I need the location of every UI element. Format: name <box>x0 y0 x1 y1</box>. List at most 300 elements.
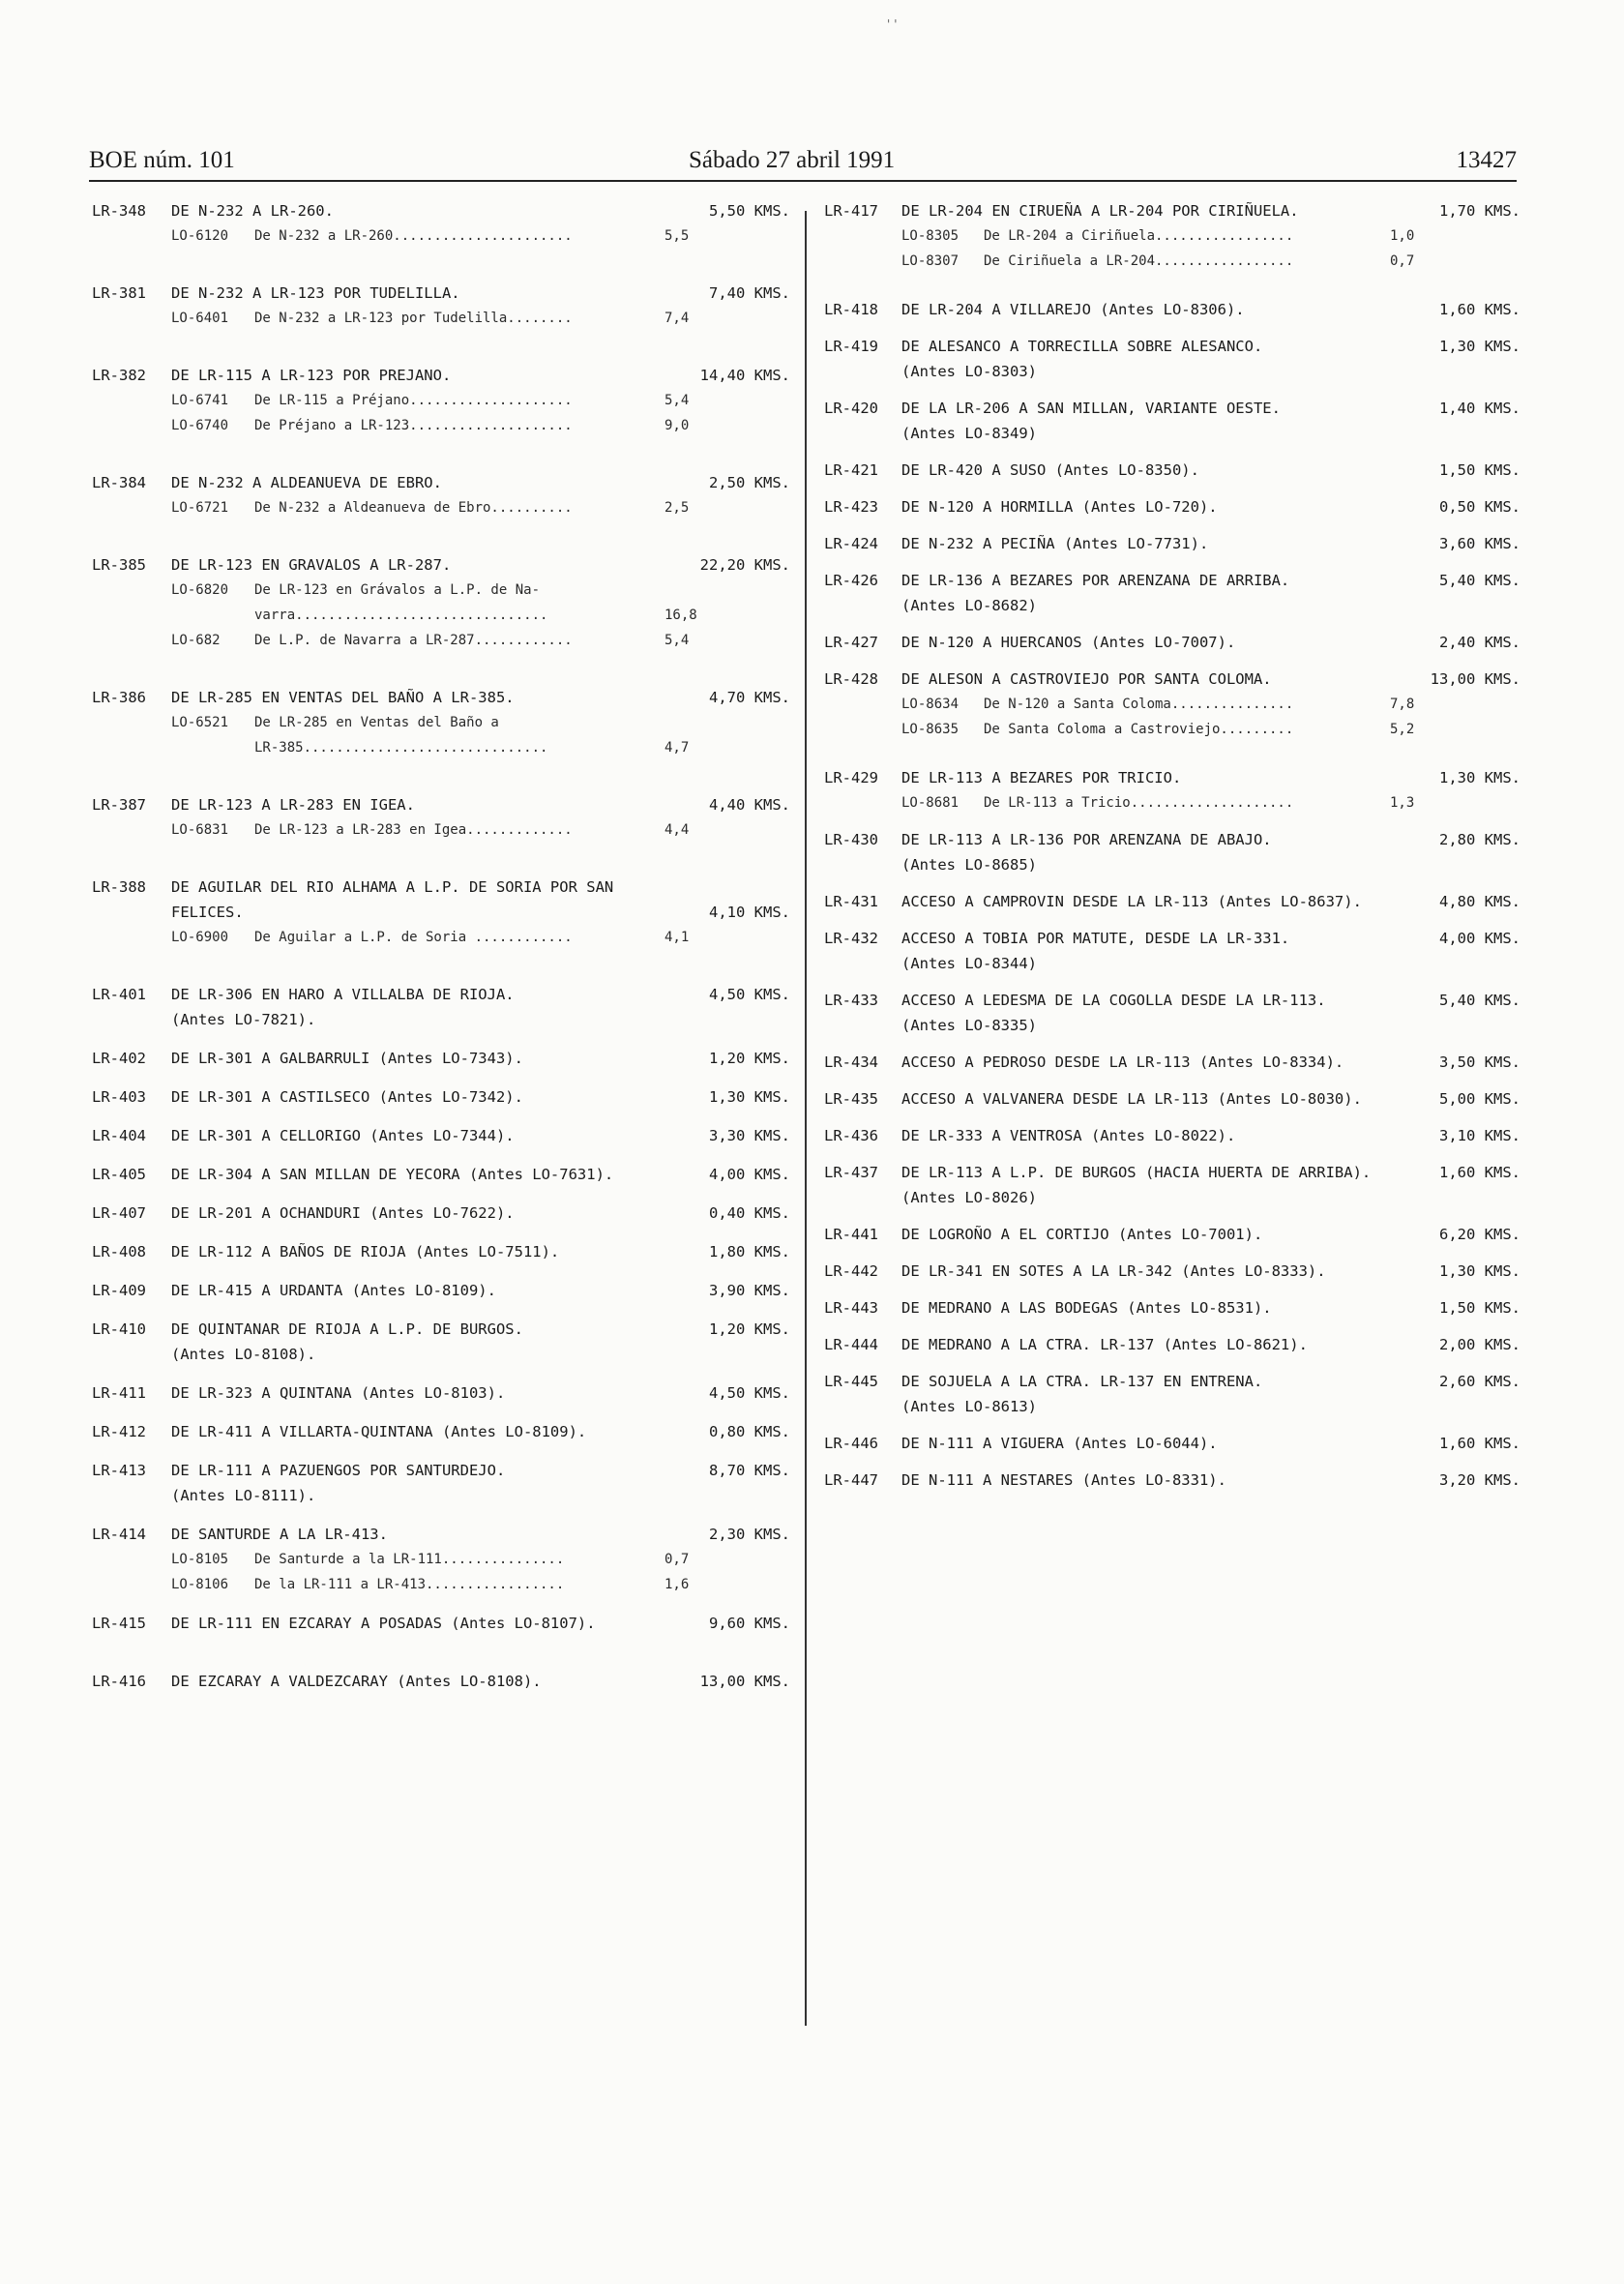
road-row <box>92 198 790 223</box>
road-entry <box>824 1468 1521 1493</box>
road-row <box>92 685 790 710</box>
road-length: 7,40 KMS. <box>709 284 790 302</box>
road-entry <box>92 1458 790 1508</box>
road-code: LR-444 <box>824 1336 878 1353</box>
road-row <box>824 630 1521 655</box>
road-description: DE SOJUELA A LA CTRA. LR-137 EN ENTRENA. <box>901 1373 1263 1390</box>
road-description: DE MEDRANO A LA CTRA. LR-137 (Antes LO-8621). <box>901 1336 1308 1353</box>
road-code: LR-417 <box>824 202 878 220</box>
road-row <box>824 1050 1521 1075</box>
road-entry <box>824 1431 1521 1456</box>
continued-text: (Antes LO-8026) <box>901 1189 1037 1206</box>
road-row <box>824 1332 1521 1357</box>
road-length: 5,40 KMS. <box>1439 992 1521 1009</box>
former-road-code: LO-8105 <box>171 1552 229 1567</box>
road-code: LR-445 <box>824 1373 878 1390</box>
former-road-segment: De LR-204 a Ciriñuela................. <box>984 228 1294 244</box>
road-description: DE LR-136 A BEZARES POR ARENZANA DE ARRIBA. <box>901 572 1290 589</box>
road-code: LR-423 <box>824 498 878 516</box>
header-page-number: 13427 <box>1456 147 1517 173</box>
road-row <box>824 198 1521 223</box>
road-description-continued <box>824 852 1521 877</box>
road-entry <box>824 458 1521 483</box>
road-description: DE LR-123 A LR-283 EN IGEA. <box>171 796 415 814</box>
road-length: 3,30 KMS. <box>709 1127 790 1144</box>
road-row <box>92 552 790 578</box>
former-road-row <box>92 578 790 603</box>
road-length: 1,50 KMS. <box>1439 461 1521 479</box>
road-description: DE LR-333 A VENTROSA (Antes LO-8022). <box>901 1127 1236 1144</box>
road-code: LR-408 <box>92 1243 146 1261</box>
former-road-length: 5,5 <box>664 228 690 244</box>
road-entry <box>824 396 1521 446</box>
continued-text: (Antes LO-8303) <box>901 363 1037 380</box>
road-code: LR-386 <box>92 689 146 706</box>
road-code: LR-388 <box>92 878 146 896</box>
former-road-segment: De Santurde a la LR-111............... <box>254 1552 565 1567</box>
road-description: DE LR-113 A LR-136 POR ARENZANA DE ABAJO. <box>901 831 1272 848</box>
road-row <box>92 1084 790 1110</box>
road-entry <box>824 334 1521 384</box>
continued-text: (Antes LO-7821). <box>171 1011 316 1028</box>
road-entry <box>92 1123 790 1148</box>
header-journal: BOE núm. 101 <box>89 147 235 173</box>
road-row <box>824 827 1521 852</box>
continued-text: (Antes LO-8111). <box>171 1487 316 1504</box>
road-description: DE LR-111 EN EZCARAY A POSADAS (Antes LO-8107). <box>171 1615 596 1632</box>
former-road-row <box>92 925 790 950</box>
former-road-code: LO-6900 <box>171 930 229 945</box>
road-row <box>92 1239 790 1264</box>
former-road-segment: De Aguilar a L.P. de Soria ............ <box>254 930 573 945</box>
road-description: DE MEDRANO A LAS BODEGAS (Antes LO-8531). <box>901 1299 1272 1317</box>
road-length: 3,90 KMS. <box>709 1282 790 1299</box>
road-description: ACCESO A PEDROSO DESDE LA LR-113 (Antes LO-8334). <box>901 1053 1344 1071</box>
road-row <box>92 1522 790 1547</box>
continued-text: (Antes LO-8682) <box>901 597 1037 614</box>
road-code: LR-419 <box>824 338 878 355</box>
road-code: LR-430 <box>824 831 878 848</box>
road-description-continued <box>824 1185 1521 1210</box>
former-road-segment: De LR-113 a Tricio.................... <box>984 795 1294 811</box>
former-road-row <box>824 223 1521 249</box>
former-road-code: LO-8106 <box>171 1577 229 1592</box>
road-row <box>92 1458 790 1483</box>
former-road-row <box>824 692 1521 717</box>
road-code: LR-402 <box>92 1050 146 1067</box>
road-entry <box>92 1380 790 1406</box>
road-row <box>824 1222 1521 1247</box>
road-description: DE N-120 A HUERCANOS (Antes LO-7007). <box>901 634 1236 651</box>
road-code: LR-432 <box>824 930 878 947</box>
former-road-segment: De Santa Coloma a Castroviejo......... <box>984 722 1294 737</box>
road-code: LR-412 <box>92 1423 146 1440</box>
road-length: 4,80 KMS. <box>1439 893 1521 910</box>
right-column <box>824 198 1521 1493</box>
road-row <box>824 396 1521 421</box>
road-description-continued <box>824 1013 1521 1038</box>
road-row <box>92 1669 790 1694</box>
road-description: ACCESO A CAMPROVIN DESDE LA LR-113 (Antes LO-8637). <box>901 893 1362 910</box>
road-entry <box>92 685 790 760</box>
road-entry <box>824 531 1521 556</box>
former-road-row <box>92 306 790 331</box>
former-road-length: 2,5 <box>664 500 690 516</box>
road-length: 6,20 KMS. <box>1439 1226 1521 1243</box>
road-row <box>92 1046 790 1071</box>
road-code: LR-437 <box>824 1164 878 1181</box>
road-row <box>92 470 790 495</box>
road-entry <box>92 1669 790 1694</box>
road-entry <box>824 1332 1521 1357</box>
road-row <box>92 1419 790 1444</box>
road-code: LR-403 <box>92 1088 146 1106</box>
road-row <box>824 988 1521 1013</box>
road-entry <box>92 1317 790 1367</box>
former-road-row <box>92 495 790 520</box>
road-length: 1,60 KMS. <box>1439 301 1521 318</box>
former-road-row <box>92 603 790 628</box>
road-length: 2,80 KMS. <box>1439 831 1521 848</box>
road-description: DE LR-341 EN SOTES A LA LR-342 (Antes LO-8333). <box>901 1262 1326 1280</box>
former-road-code: LO-8681 <box>901 795 960 811</box>
former-road-length: 16,8 <box>664 608 697 623</box>
road-entry <box>92 281 790 331</box>
road-length: 2,40 KMS. <box>1439 634 1521 651</box>
former-road-length: 0,7 <box>664 1552 690 1567</box>
scan-mark: '' <box>885 17 900 31</box>
road-code: LR-384 <box>92 474 146 491</box>
road-code: LR-404 <box>92 1127 146 1144</box>
road-code: LR-441 <box>824 1226 878 1243</box>
road-length: 5,00 KMS. <box>1439 1090 1521 1108</box>
road-entry <box>92 198 790 249</box>
column-divider <box>805 211 807 2026</box>
former-road-code: LO-6740 <box>171 418 229 433</box>
road-description: DE ALESANCO A TORRECILLA SOBRE ALESANCO. <box>901 338 1263 355</box>
road-length: 1,70 KMS. <box>1439 202 1521 220</box>
road-length: 1,20 KMS. <box>709 1320 790 1338</box>
road-description: DE AGUILAR DEL RIO ALHAMA A L.P. DE SORIA POR SAN <box>171 878 614 896</box>
road-length: 3,60 KMS. <box>1439 535 1521 552</box>
road-length: 1,60 KMS. <box>1439 1164 1521 1181</box>
former-road-segment: De Préjano a LR-123.................... <box>254 418 573 433</box>
road-entry <box>92 1046 790 1071</box>
road-row <box>824 494 1521 519</box>
former-road-length: 4,4 <box>664 822 690 838</box>
road-entry <box>92 552 790 653</box>
road-code: LR-434 <box>824 1053 878 1071</box>
road-length: 4,00 KMS. <box>709 1166 790 1183</box>
former-road-code: LO-8305 <box>901 228 960 244</box>
road-entry <box>824 568 1521 618</box>
road-row <box>92 792 790 817</box>
road-description-continued <box>824 593 1521 618</box>
road-code: LR-435 <box>824 1090 878 1108</box>
former-road-row <box>92 388 790 413</box>
road-row <box>824 334 1521 359</box>
former-road-row <box>824 717 1521 742</box>
road-entry <box>824 926 1521 976</box>
road-length: 1,60 KMS. <box>1439 1435 1521 1452</box>
road-description: DE N-232 A LR-260. <box>171 202 334 220</box>
former-road-length: 4,7 <box>664 740 690 756</box>
former-road-segment: De LR-123 en Grávalos a L.P. de Na- <box>254 582 541 598</box>
road-code: LR-443 <box>824 1299 878 1317</box>
road-description: DE LR-112 A BAÑOS DE RIOJA (Antes LO-7511). <box>171 1243 560 1261</box>
road-description: DE N-120 A HORMILLA (Antes LO-720). <box>901 498 1218 516</box>
road-description: DE LR-201 A OCHANDURI (Antes LO-7622). <box>171 1204 515 1222</box>
road-entry <box>92 1201 790 1226</box>
road-row <box>824 1160 1521 1185</box>
road-entry <box>824 630 1521 655</box>
road-row <box>92 1278 790 1303</box>
road-description: DE LR-301 A CASTILSECO (Antes LO-7342). <box>171 1088 523 1106</box>
road-row <box>824 1123 1521 1148</box>
road-code: LR-442 <box>824 1262 878 1280</box>
road-row <box>92 1123 790 1148</box>
road-entry <box>824 1369 1521 1419</box>
road-entry <box>824 667 1521 742</box>
road-row <box>92 1611 790 1636</box>
road-code: LR-433 <box>824 992 878 1009</box>
road-length: 0,80 KMS. <box>709 1423 790 1440</box>
road-length: 9,60 KMS. <box>709 1615 790 1632</box>
road-row <box>92 1201 790 1226</box>
road-entry <box>824 1259 1521 1284</box>
road-row <box>92 1317 790 1342</box>
road-length: 1,30 KMS. <box>1439 769 1521 786</box>
road-description: DE LR-204 EN CIRUEÑA A LR-204 POR CIRIÑUELA. <box>901 202 1299 220</box>
road-row <box>824 1259 1521 1284</box>
road-length: 0,50 KMS. <box>1439 498 1521 516</box>
former-road-segment: De Ciriñuela a LR-204................. <box>984 253 1294 269</box>
former-road-segment: De LR-123 a LR-283 en Igea............. <box>254 822 573 838</box>
road-length: 4,70 KMS. <box>709 689 790 706</box>
road-entry <box>92 792 790 843</box>
road-entry <box>824 1050 1521 1075</box>
former-road-code: LO-6521 <box>171 715 229 730</box>
road-entry <box>92 1611 790 1636</box>
road-code: LR-446 <box>824 1435 878 1452</box>
road-row <box>824 1295 1521 1320</box>
road-description: DE EZCARAY A VALDEZCARAY (Antes LO-8108). <box>171 1673 542 1690</box>
former-road-segment: varra............................... <box>254 608 548 623</box>
former-road-row <box>92 413 790 438</box>
road-length: 0,40 KMS. <box>709 1204 790 1222</box>
former-road-segment: De la LR-111 a LR-413................. <box>254 1577 565 1592</box>
road-length: 13,00 KMS. <box>1430 670 1521 688</box>
road-description-continued <box>92 1483 790 1508</box>
former-road-segment: De N-232 a Aldeanueva de Ebro.......... <box>254 500 573 516</box>
former-road-row <box>824 790 1521 816</box>
road-row <box>824 1468 1521 1493</box>
former-road-code: LO-8634 <box>901 697 960 712</box>
header-date: Sábado 27 abril 1991 <box>689 147 896 173</box>
road-description: DE ALESON A CASTROVIEJO POR SANTA COLOMA. <box>901 670 1272 688</box>
road-code: LR-429 <box>824 769 878 786</box>
former-road-code: LO-8307 <box>901 253 960 269</box>
former-road-row <box>92 735 790 760</box>
road-row <box>824 531 1521 556</box>
road-length: 1,30 KMS. <box>1439 338 1521 355</box>
road-entry <box>824 1222 1521 1247</box>
road-description: DE LR-111 A PAZUENGOS POR SANTURDEJO. <box>171 1462 506 1479</box>
road-code: LR-410 <box>92 1320 146 1338</box>
road-length: 4,00 KMS. <box>1439 930 1521 947</box>
road-entry <box>92 1419 790 1444</box>
former-road-length: 5,4 <box>664 393 690 408</box>
road-description: DE LR-301 A GALBARRULI (Antes LO-7343). <box>171 1050 523 1067</box>
road-code: LR-348 <box>92 202 146 220</box>
road-length: 4,50 KMS. <box>709 1384 790 1402</box>
road-row <box>92 982 790 1007</box>
road-code: LR-387 <box>92 796 146 814</box>
road-length: 1,40 KMS. <box>1439 400 1521 417</box>
former-road-segment: De LR-115 a Préjano.................... <box>254 393 573 408</box>
road-description: DE SANTURDE A LA LR-413. <box>171 1526 388 1543</box>
road-description: DE LR-411 A VILLARTA-QUINTANA (Antes LO-8109). <box>171 1423 587 1440</box>
road-entry <box>824 765 1521 816</box>
road-entry <box>824 1295 1521 1320</box>
road-length: 22,20 KMS. <box>699 556 790 574</box>
former-road-length: 5,2 <box>1390 722 1415 737</box>
former-road-row <box>824 249 1521 274</box>
road-description: DE LR-415 A URDANTA (Antes LO-8109). <box>171 1282 496 1299</box>
road-description-continued <box>92 900 790 925</box>
former-road-row <box>92 1572 790 1597</box>
road-length: 1,30 KMS. <box>1439 1262 1521 1280</box>
road-description: DE LOGROÑO A EL CORTIJO (Antes LO-7001). <box>901 1226 1263 1243</box>
road-row <box>92 1380 790 1406</box>
road-entry <box>92 470 790 520</box>
road-description: DE LR-113 A L.P. DE BURGOS (HACIA HUERTA DE ARRIBA). <box>901 1164 1372 1181</box>
road-entry <box>824 988 1521 1038</box>
continued-text: (Antes LO-8108). <box>171 1346 316 1363</box>
road-entry <box>824 297 1521 322</box>
former-road-length: 7,4 <box>664 311 690 326</box>
former-road-code: LO-8635 <box>901 722 960 737</box>
road-description: ACCESO A LEDESMA DE LA COGOLLA DESDE LA LR-113. <box>901 992 1326 1009</box>
road-code: LR-447 <box>824 1471 878 1489</box>
left-column <box>92 198 790 1694</box>
road-code: LR-407 <box>92 1204 146 1222</box>
road-description: DE LR-115 A LR-123 POR PREJANO. <box>171 367 452 384</box>
road-length: 3,50 KMS. <box>1439 1053 1521 1071</box>
road-code: LR-418 <box>824 301 878 318</box>
road-description: DE N-232 A PECIÑA (Antes LO-7731). <box>901 535 1209 552</box>
road-row <box>824 889 1521 914</box>
page-header <box>89 141 1517 182</box>
road-row <box>824 568 1521 593</box>
road-code: LR-409 <box>92 1282 146 1299</box>
former-road-code: LO-682 <box>171 633 221 648</box>
continued-text: (Antes LO-8685) <box>901 856 1037 874</box>
former-road-segment: De L.P. de Navarra a LR-287............ <box>254 633 573 648</box>
road-row <box>92 281 790 306</box>
road-code: LR-416 <box>92 1673 146 1690</box>
road-description: DE LR-323 A QUINTANA (Antes LO-8103). <box>171 1384 506 1402</box>
road-length: 3,10 KMS. <box>1439 1127 1521 1144</box>
former-road-row <box>92 817 790 843</box>
road-length: 2,60 KMS. <box>1439 1373 1521 1390</box>
road-description: DE N-111 A VIGUERA (Antes LO-6044). <box>901 1435 1218 1452</box>
road-code: LR-381 <box>92 284 146 302</box>
road-description: DE LR-204 A VILLAREJO (Antes LO-8306). <box>901 301 1245 318</box>
road-row <box>824 667 1521 692</box>
former-road-row <box>92 628 790 653</box>
road-description: DE LR-306 EN HARO A VILLALBA DE RIOJA. <box>171 986 515 1003</box>
road-description-continued <box>92 1007 790 1032</box>
road-entry <box>92 982 790 1032</box>
road-length: 3,20 KMS. <box>1439 1471 1521 1489</box>
road-code: LR-411 <box>92 1384 146 1402</box>
road-entry <box>824 494 1521 519</box>
road-row <box>824 926 1521 951</box>
road-code: LR-427 <box>824 634 878 651</box>
road-code: LR-385 <box>92 556 146 574</box>
road-entry <box>92 1162 790 1187</box>
former-road-row <box>92 1547 790 1572</box>
road-entry <box>824 1123 1521 1148</box>
road-code: LR-414 <box>92 1526 146 1543</box>
road-description: DE LR-113 A BEZARES POR TRICIO. <box>901 769 1182 786</box>
road-description-continued <box>824 421 1521 446</box>
continued-text: (Antes LO-8613) <box>901 1398 1037 1415</box>
road-code: LR-420 <box>824 400 878 417</box>
road-description-continued <box>824 1394 1521 1419</box>
road-entry <box>92 875 790 950</box>
road-code: LR-421 <box>824 461 878 479</box>
road-length: 2,00 KMS. <box>1439 1336 1521 1353</box>
road-length: 1,20 KMS. <box>709 1050 790 1067</box>
road-description: DE N-232 A ALDEANUEVA DE EBRO. <box>171 474 442 491</box>
road-length: 1,80 KMS. <box>709 1243 790 1261</box>
road-row <box>92 1162 790 1187</box>
road-entry <box>92 1084 790 1110</box>
road-entry <box>92 1239 790 1264</box>
former-road-length: 1,0 <box>1390 228 1415 244</box>
former-road-code: LO-6120 <box>171 228 229 244</box>
former-road-row <box>92 223 790 249</box>
former-road-code: LO-6820 <box>171 582 229 598</box>
road-description-continued <box>92 1342 790 1367</box>
road-row <box>824 765 1521 790</box>
road-row <box>824 297 1521 322</box>
road-length: 5,50 KMS. <box>709 202 790 220</box>
road-code: LR-413 <box>92 1462 146 1479</box>
former-road-code: LO-6741 <box>171 393 229 408</box>
former-road-segment: De N-232 a LR-123 por Tudelilla........ <box>254 311 573 326</box>
road-row <box>92 875 790 900</box>
road-code: LR-415 <box>92 1615 146 1632</box>
road-description: DE N-111 A NESTARES (Antes LO-8331). <box>901 1471 1226 1489</box>
road-description: DE QUINTANAR DE RIOJA A L.P. DE BURGOS. <box>171 1320 523 1338</box>
road-entry <box>824 1086 1521 1112</box>
road-length: 5,40 KMS. <box>1439 572 1521 589</box>
former-road-segment: De LR-285 en Ventas del Baño a <box>254 715 499 730</box>
road-entry <box>824 198 1521 274</box>
former-road-code: LO-6401 <box>171 311 229 326</box>
road-length: 2,30 KMS. <box>709 1526 790 1543</box>
continued-text: (Antes LO-8349) <box>901 425 1037 442</box>
road-description-continued <box>824 359 1521 384</box>
former-road-segment: De N-120 a Santa Coloma............... <box>984 697 1294 712</box>
road-row <box>92 363 790 388</box>
former-road-length: 1,3 <box>1390 795 1415 811</box>
former-road-length: 9,0 <box>664 418 690 433</box>
road-code: LR-428 <box>824 670 878 688</box>
